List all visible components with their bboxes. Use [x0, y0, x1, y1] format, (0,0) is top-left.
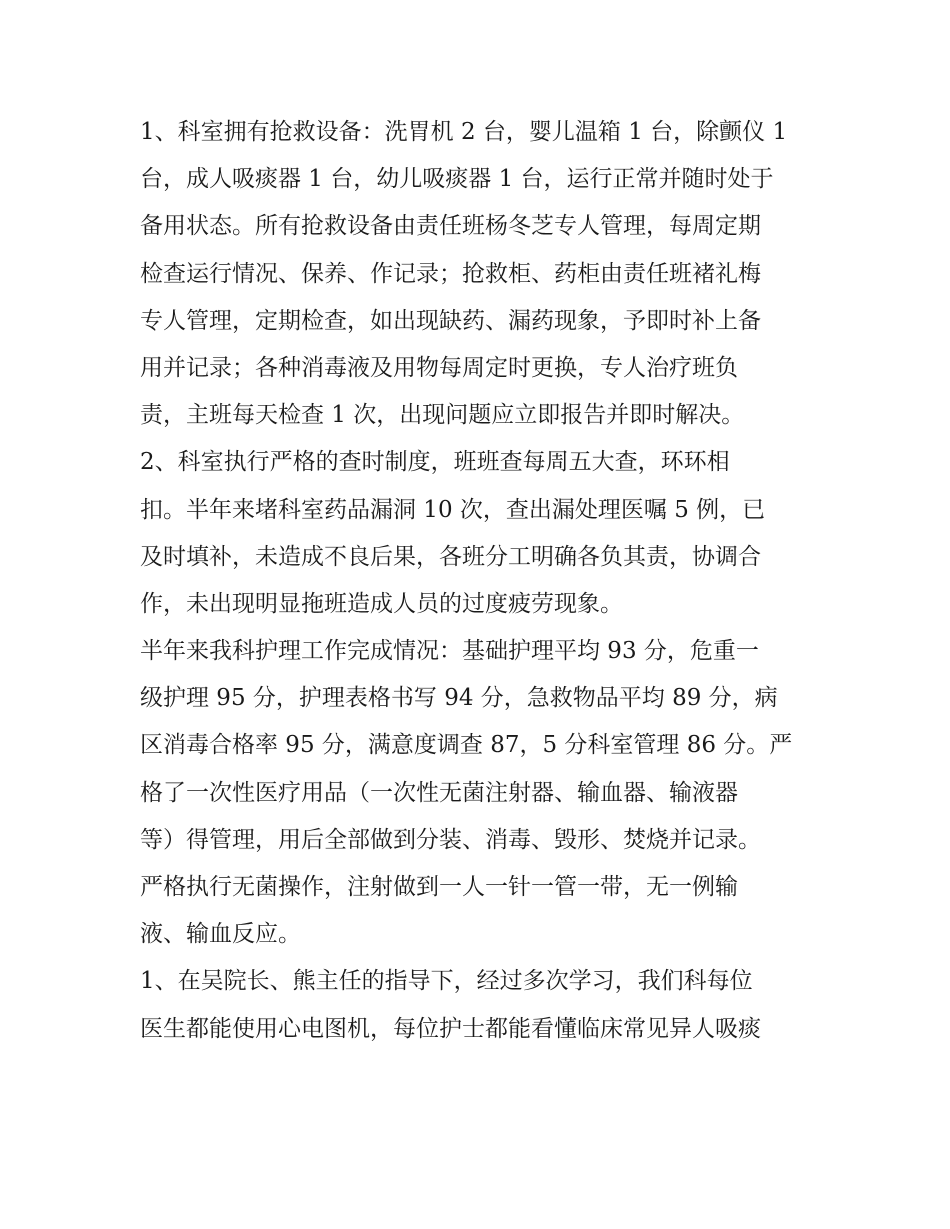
- text-line: 区消毒合格率 95 分，满意度调查 87，5 分科室管理 86 分。严: [140, 732, 793, 759]
- text-line: 液、输血反应。: [140, 921, 301, 948]
- text-line: 医生都能使用心电图机，每位护士都能看懂临床常见异人吸痰: [140, 1015, 761, 1042]
- text-line: 及时填补，未造成不良后果，各班分工明确各负其责，协调合: [140, 543, 761, 570]
- text-line: 责，主班每天检查 1 次，出现问题应立即报告并即时解决。: [140, 402, 745, 429]
- text-line: 检查运行情况、保养、作记录；抢救柜、药柜由责任班褚礼梅: [140, 260, 761, 287]
- text-line: 作，未出现明显拖班造成人员的过度疲劳现象。: [140, 590, 623, 617]
- text-line: 等）得管理，用后全部做到分装、消毒、毁形、焚烧并记录。: [140, 826, 761, 853]
- text-line: 级护理 95 分，护理表格书写 94 分，急救物品平均 89 分，病: [140, 685, 778, 712]
- document-body: [140, 109, 820, 1053]
- text-line: 台，成人吸痰器 1 台，幼儿吸痰器 1 台，运行正常并随时处于: [140, 166, 774, 193]
- text-line: 严格执行无菌操作，注射做到一人一针一管一带，无一例输: [140, 874, 738, 900]
- text-line: 专人管理，定期检查，如出现缺药、漏药现象，予即时补上备: [140, 307, 761, 334]
- text-line: 扣。半年来堵科室药品漏洞 10 次，查出漏处理医嘱 5 例，已: [140, 496, 766, 523]
- text-line: 格了一次性医疗用品（一次性无菌注射器、输血器、输液器: [140, 779, 738, 806]
- text-line: 用并记录；各种消毒液及用物每周定时更换，专人治疗班负: [140, 354, 738, 381]
- text-line: 1、科室拥有抢救设备：洗胃机 2 台，婴儿温箱 1 台，除颤仪 1: [140, 119, 788, 145]
- text-line: 2、科室执行严格的查时制度，班班查每周五大查，环环相: [140, 449, 730, 476]
- text-line: 1、在吴院长、熊主任的指导下，经过多次学习，我们科每位: [140, 968, 753, 995]
- text-line: 半年来我科护理工作完成情况：基础护理平均 93 分，危重一: [140, 638, 759, 665]
- text-line: 备用状态。所有抢救设备由责任班杨冬芝专人管理，每周定期: [140, 213, 761, 240]
